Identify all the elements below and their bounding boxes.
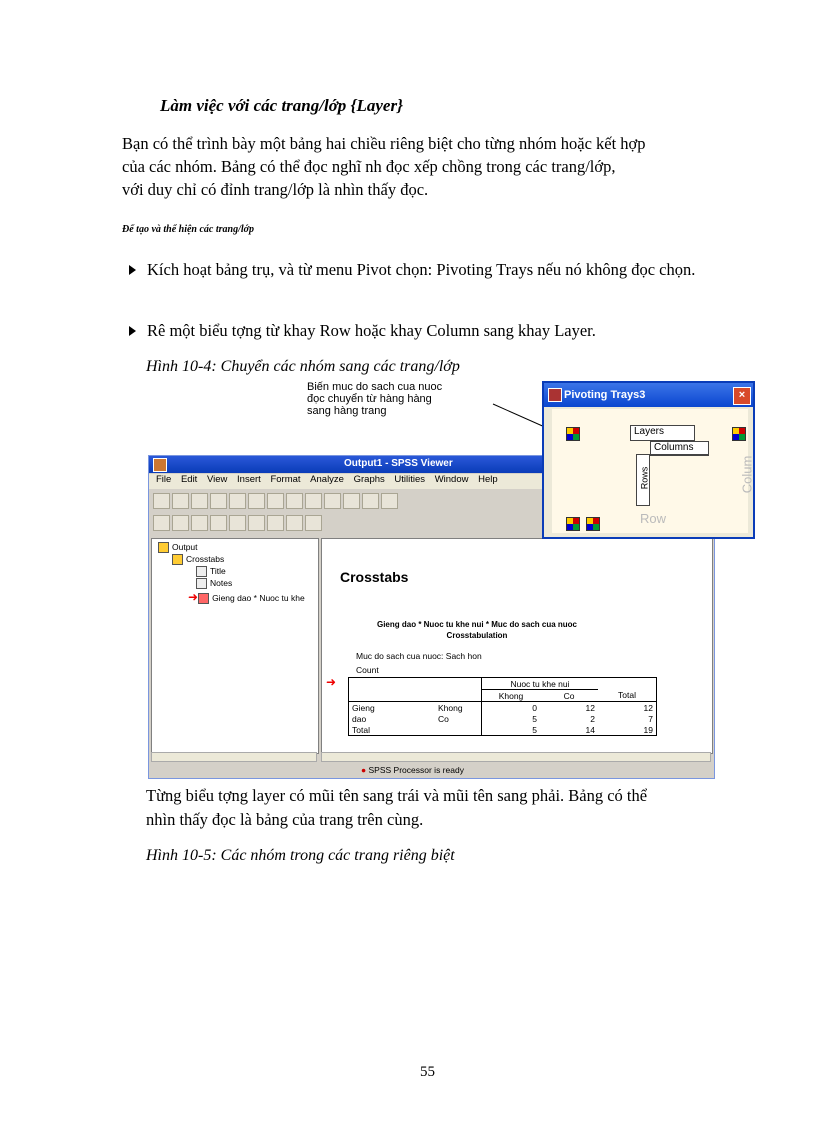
find-icon[interactable] — [343, 493, 360, 509]
book-icon — [172, 554, 183, 565]
document-icon — [196, 578, 207, 589]
insert-cases-icon[interactable] — [362, 493, 379, 509]
insert-title-icon[interactable] — [286, 515, 303, 531]
red-arrow-icon: ➜ — [188, 590, 199, 604]
callout-line: đọc chuyển từ hàng hàng — [307, 393, 432, 405]
menu-file[interactable]: File — [156, 474, 172, 485]
cell-value: 14 — [540, 724, 598, 736]
pivot-table-title: Gieng dao * Nuoc tu khe nui * Muc do sach cua nuoc Crosstabulation — [376, 620, 578, 640]
output-heading: Crosstabs — [340, 569, 409, 585]
cell-value: 0 — [482, 702, 541, 714]
column-tray[interactable]: Colum — [739, 455, 755, 494]
red-arrow-icon: ➜ — [326, 675, 337, 689]
trays-area — [552, 409, 755, 533]
section-heading: Làm việc với các trang/lớp {Layer} — [160, 96, 403, 115]
spss-app-icon — [153, 458, 167, 472]
window-title: Output1 - SPSS Viewer — [344, 458, 453, 469]
rows-label: Rows — [636, 454, 650, 506]
columns-label: Columns — [650, 441, 709, 456]
horizontal-scrollbar[interactable] — [321, 752, 711, 762]
callout-line: sang hàng trang — [307, 405, 387, 417]
toolbar-outline — [153, 515, 324, 533]
pivot-table[interactable] — [348, 677, 657, 736]
page-number: 55 — [420, 1064, 435, 1080]
output-viewer-pane — [321, 538, 713, 754]
cell-value: 19 — [598, 724, 657, 736]
paragraph-line: của các nhóm. Bảng có thể đọc nghĩ nh đọc xếp chồng trong các trang/lớp, — [122, 157, 616, 176]
cell-value: 2 — [590, 713, 595, 724]
collapse-icon[interactable] — [210, 515, 227, 531]
column-header: Khong — [482, 690, 541, 702]
paragraph-line: với duy chỉ có đỉnh trang/lớp là nhìn thấy đọc. — [122, 180, 429, 199]
bullet-text: Kích hoạt bảng trụ, và từ menu Pivot chọn: Pivoting Trays nếu nó không đọc chọn. — [147, 260, 696, 279]
menu-analyze[interactable]: Analyze — [310, 474, 344, 485]
menu-view[interactable]: View — [206, 474, 228, 485]
cell-value: 7 — [598, 713, 657, 724]
promote-icon[interactable] — [153, 515, 170, 531]
statistic-label: Count — [356, 665, 379, 675]
window-titlebar[interactable] — [544, 383, 753, 407]
cell-value: 12 — [585, 702, 595, 713]
menu-insert[interactable]: Insert — [237, 474, 261, 485]
toolbar-main — [153, 493, 400, 511]
open-icon[interactable] — [153, 493, 170, 509]
paragraph-line: Bạn có thể trình bày một bảng hai chiều riêng biệt cho từng nhóm hoặc kết hợp — [122, 134, 646, 153]
insert-heading-icon[interactable] — [267, 515, 284, 531]
figure-caption: Hình 10-5: Các nhóm trong các trang riêng biệt — [146, 847, 455, 864]
horizontal-scrollbar[interactable] — [151, 752, 317, 762]
status-bar — [149, 762, 714, 778]
paragraph-line: nhìn thấy đọc là bảng của trang trên cùng. — [146, 810, 424, 829]
demote-icon[interactable] — [172, 515, 189, 531]
menu-format[interactable]: Format — [270, 474, 301, 485]
bullet-triangle-icon — [129, 265, 136, 275]
row-label: Total — [349, 724, 436, 736]
bullet-triangle-icon — [129, 326, 136, 336]
bullet-item — [147, 258, 737, 281]
tree-item-crosstabs[interactable]: Crosstabs — [172, 554, 224, 565]
figure-caption: Hình 10-4: Chuyển các nhóm sang các trang/lớp — [146, 358, 460, 375]
bullet-item — [147, 319, 737, 342]
variables-icon[interactable] — [324, 493, 341, 509]
goto-data-icon[interactable] — [286, 493, 303, 509]
menu-graphs[interactable]: Graphs — [353, 474, 385, 485]
cell-value: 5 — [482, 713, 541, 724]
row-pivot-icon[interactable] — [566, 517, 580, 531]
insert-text-icon[interactable] — [305, 515, 322, 531]
menu-help[interactable]: Help — [478, 474, 498, 485]
cell-value: 5 — [482, 724, 541, 736]
dialog-recall-icon[interactable] — [248, 493, 265, 509]
tree-item-notes[interactable]: Notes — [196, 578, 232, 589]
cell-value: 12 — [598, 702, 657, 714]
hide-icon[interactable] — [248, 515, 265, 531]
table-frame — [648, 454, 708, 455]
second-paragraph — [146, 784, 738, 832]
row-tray[interactable]: Row — [640, 511, 667, 526]
tree-item-title[interactable]: Title — [196, 566, 226, 577]
pivot-app-icon — [548, 388, 562, 402]
pivoting-trays-window — [542, 381, 755, 539]
tree-item-output[interactable]: Output — [158, 542, 198, 553]
row-group-label: Gieng — [349, 702, 436, 714]
save-icon[interactable] — [172, 493, 189, 509]
show-icon[interactable] — [229, 515, 246, 531]
row-pivot-icon[interactable] — [586, 517, 600, 531]
document-icon — [196, 566, 207, 577]
book-icon — [158, 542, 169, 553]
figure-callout — [307, 381, 497, 417]
outline-tree — [151, 538, 319, 754]
expand-icon[interactable] — [191, 515, 208, 531]
layer-label: Muc do sach cua nuoc: Sach hon — [356, 651, 482, 661]
pin-icon: ● — [361, 765, 367, 775]
print-preview-icon[interactable] — [210, 493, 227, 509]
layers-tray[interactable]: Layers — [630, 425, 695, 441]
goto-case-icon[interactable] — [305, 493, 322, 509]
export-icon[interactable] — [229, 493, 246, 509]
row-label: Khong — [438, 702, 463, 713]
menu-window[interactable]: Window — [434, 474, 469, 485]
menu-utilities[interactable]: Utilities — [394, 474, 426, 485]
menu-edit[interactable]: Edit — [180, 474, 198, 485]
column-header: Total — [598, 690, 657, 702]
intro-paragraph — [122, 132, 736, 201]
print-icon[interactable] — [191, 493, 208, 509]
tree-item-table[interactable]: ➜ Gieng dao * Nuoc tu khe — [188, 590, 305, 604]
row-group-label: dao — [349, 713, 436, 724]
table-icon — [198, 593, 209, 604]
window-title: Pivoting Trays3 — [564, 389, 646, 401]
column-pivot-icon[interactable] — [732, 427, 746, 441]
column-header: Co — [540, 690, 598, 702]
layer-pivot-icon[interactable] — [566, 427, 580, 441]
procedure-subheading: Để tạo và thể hiện các trang/lớp — [122, 224, 255, 235]
row-label: Co — [438, 713, 449, 724]
split-file-icon[interactable] — [381, 493, 398, 509]
close-button[interactable]: × — [733, 387, 751, 405]
bullet-text: Rê một biểu tợng từ khay Row hoặc khay Column sang khay Layer. — [147, 321, 596, 340]
callout-line: Biến muc do sach cua nuoc — [307, 381, 443, 393]
column-group-label: Nuoc tu khe nui — [482, 678, 599, 690]
undo-icon[interactable] — [267, 493, 284, 509]
paragraph-line: Từng biểu tợng layer có mũi tên sang trái và mũi tên sang phải. Bảng có thể — [146, 786, 648, 805]
status-text: ● SPSS Processor is ready — [361, 765, 464, 775]
